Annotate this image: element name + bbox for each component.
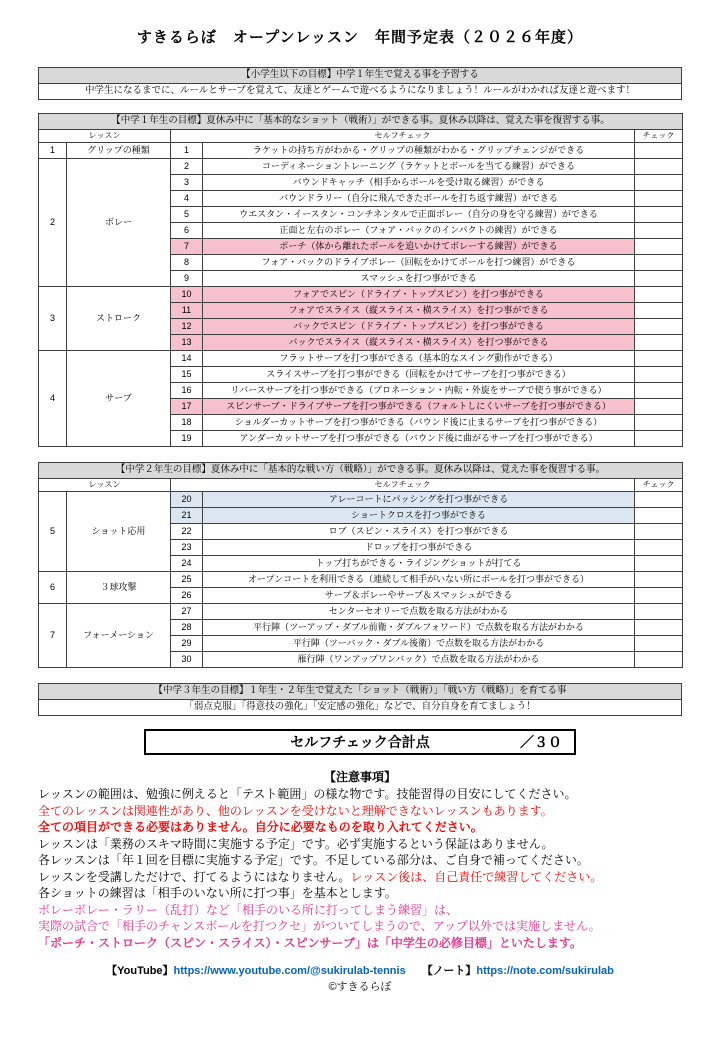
- check-cell: [635, 191, 683, 207]
- item-number-cell: 16: [171, 383, 203, 399]
- check-cell: [635, 431, 683, 447]
- item-number-cell: 13: [171, 335, 203, 351]
- item-text-cell: 平行陣（ツーバック・ダブル後衛）で点数を取る方法がわかる: [203, 636, 635, 652]
- elementary-goal-header: 【小学生以下の目標】中学１年生で覚える事を予習する: [39, 68, 682, 84]
- item-number-cell: 27: [171, 604, 203, 620]
- check-cell: [635, 652, 683, 668]
- note-text: ボレーボレー・ラリー（乱打）など「相手のいる所に打ってしまう練習」は、: [38, 902, 459, 917]
- note-text: レッスンの範囲は、勉強に例えると「テスト範囲」の様な物です。技能習得の目安にしてください。: [38, 787, 577, 801]
- item-text-cell: リバースサーブを打つ事ができる（プロネーション・内転・外旋をサーブで使う事ができる）: [203, 383, 635, 399]
- item-text-cell: スピンサーブ・ドライブサーブを打つ事ができる（フォルトしにくいサーブを打つ事ができる）: [203, 399, 635, 415]
- item-text-cell: 雁行陣（ワンアップワンバック）で点数を取る方法がわかる: [203, 652, 635, 668]
- item-text-cell: コーディネーショントレーニング（ラケットとボールを当てる練習）ができる: [203, 159, 635, 175]
- check-cell: [635, 508, 683, 524]
- notes-list: [38, 786, 682, 951]
- item-text-cell: ショートクロスを打つ事ができる: [203, 508, 635, 524]
- check-cell: [635, 223, 683, 239]
- lesson-number-cell: 5: [39, 492, 67, 572]
- note-line: [38, 819, 682, 836]
- check-cell: [635, 335, 683, 351]
- check-cell: [635, 383, 683, 399]
- item-number-cell: 22: [171, 524, 203, 540]
- item-number-cell: 15: [171, 367, 203, 383]
- copyright: ©すきるらぼ: [328, 981, 392, 993]
- item-text-cell: 正面と左右のボレー（フォア・バックのインパクトの練習）ができる: [203, 223, 635, 239]
- notes-section: [38, 769, 682, 951]
- note-link[interactable]: https://note.com/sukirulab: [476, 965, 614, 977]
- item-text-cell: フォアでスピン（ドライブ・トップスピン）を打つ事ができる: [203, 287, 635, 303]
- column-header-check: チェック: [635, 479, 683, 492]
- note-text: レッスンは「業務のスキマ時間に実施する予定」です。必ず実施するという保証はありません。: [38, 836, 554, 851]
- column-header-check: チェック: [635, 130, 683, 143]
- column-header-selfcheck: セルフチェック: [171, 479, 635, 492]
- lesson-name-cell: ストローク: [67, 287, 171, 351]
- item-number-cell: 6: [171, 223, 203, 239]
- note-line: [38, 786, 682, 803]
- check-cell: [635, 239, 683, 255]
- item-text-cell: ウエスタン・イースタン・コンチネンタルで正面ボレー（自分の身を守る練習）ができる: [203, 207, 635, 223]
- item-number-cell: 3: [171, 175, 203, 191]
- note-text: 各ショットの練習は「相手のいない所に打つ事」を基本とします。: [38, 886, 397, 900]
- item-number-cell: 20: [171, 492, 203, 508]
- check-cell: [635, 287, 683, 303]
- lesson-number-cell: 1: [39, 143, 67, 159]
- elementary-goal-table: [38, 67, 682, 100]
- grade1-table-body: [39, 143, 683, 447]
- note-text: 実際の試合で「相手のチャンスボールを打つクセ」がついてしまうので、アップ以外では実施しません。: [38, 919, 601, 933]
- note-line: [38, 836, 682, 853]
- note-text: 各レッスンは「年１回を目標に実施する予定」です。不足している部分は、ご自身で補ってください。: [38, 853, 589, 867]
- check-cell: [635, 319, 683, 335]
- selfcheck-total-score: ／３０: [520, 734, 562, 750]
- check-cell: [635, 143, 683, 159]
- item-number-cell: 2: [171, 159, 203, 175]
- column-header-lesson: レッスン: [39, 479, 171, 492]
- lesson-number-cell: 4: [39, 351, 67, 447]
- item-text-cell: ドロップを打つ事ができる: [203, 540, 635, 556]
- grade1-table: [38, 113, 683, 447]
- check-cell: [635, 540, 683, 556]
- item-number-cell: 19: [171, 431, 203, 447]
- lesson-name-cell: フォーメーション: [67, 604, 171, 668]
- item-number-cell: 23: [171, 540, 203, 556]
- column-header-selfcheck: セルフチェック: [171, 130, 635, 143]
- item-number-cell: 26: [171, 588, 203, 604]
- table-row: [39, 572, 683, 588]
- grade3-goal-table: [38, 683, 682, 716]
- check-cell: [635, 399, 683, 415]
- page-title: すきるらぼ オープンレッスン 年間予定表（２０２６年度）: [136, 29, 584, 46]
- check-cell: [635, 636, 683, 652]
- item-text-cell: スマッシュを打つ事ができる: [203, 271, 635, 287]
- check-cell: [635, 175, 683, 191]
- notes-title: 【注意事項】: [323, 770, 396, 784]
- check-cell: [635, 415, 683, 431]
- item-number-cell: 17: [171, 399, 203, 415]
- item-text-cell: バックでスライス（縦スライス・横スライス）を打つ事ができる: [203, 335, 635, 351]
- table-row: [39, 143, 683, 159]
- item-number-cell: 11: [171, 303, 203, 319]
- item-number-cell: 28: [171, 620, 203, 636]
- item-text-cell: ポーチ（体から離れたボールを追いかけてボレーする練習）ができる: [203, 239, 635, 255]
- lesson-name-cell: サーブ: [67, 351, 171, 447]
- grade2-goal-header: 【中学２年生の目標】夏休み中に「基本的な戦い方（戦略）」ができる事。夏休み以降は、覚えた事を復習する事。: [39, 463, 683, 479]
- selfcheck-total-label: セルフチェック合計点: [290, 734, 430, 750]
- note-text: レッスン後は、自己責任で練習してください。: [350, 869, 603, 884]
- note-text: レッスンを受講しただけで、打てるようにはなりません。: [38, 869, 351, 884]
- item-text-cell: バックでスピン（ドライブ・トップスピン）を打つ事ができる: [203, 319, 635, 335]
- grade1-goal-header: 【中学１年生の目標】夏休み中に「基本的なショット（戦術）」ができる事。夏休み以降は、覚えた事を復習する事。: [39, 114, 683, 130]
- check-cell: [635, 620, 683, 636]
- note-text: 「ポーチ・ストローク（スピン・スライス）・スピンサーブ」は「中学生の必修目標」といたします。: [38, 935, 582, 950]
- note-line: [38, 803, 682, 820]
- item-number-cell: 24: [171, 556, 203, 572]
- item-text-cell: バウンドキャッチ（相手からボールを受け取る練習）ができる: [203, 175, 635, 191]
- item-number-cell: 4: [171, 191, 203, 207]
- note-line: [38, 935, 682, 952]
- grade2-table: [38, 462, 683, 668]
- item-text-cell: ショルダーカットサーブを打つ事ができる（バウンド後に止まるサーブを打つ事ができる）: [203, 415, 635, 431]
- item-number-cell: 30: [171, 652, 203, 668]
- item-number-cell: 7: [171, 239, 203, 255]
- item-number-cell: 5: [171, 207, 203, 223]
- note-line: [38, 852, 682, 869]
- check-cell: [635, 588, 683, 604]
- lesson-number-cell: 2: [39, 159, 67, 287]
- check-cell: [635, 367, 683, 383]
- item-text-cell: オープンコートを利用できる（連続して相手がいない所にボールを打つ事ができる）: [203, 572, 635, 588]
- table-row: [39, 287, 683, 303]
- item-text-cell: トップ打ちができる・ライジングショットが打てる: [203, 556, 635, 572]
- lesson-number-cell: 7: [39, 604, 67, 668]
- check-cell: [635, 303, 683, 319]
- item-number-cell: 29: [171, 636, 203, 652]
- item-text-cell: アンダーカットサーブを打つ事ができる（バウンド後に曲がるサーブを打つ事ができる）: [203, 431, 635, 447]
- item-number-cell: 14: [171, 351, 203, 367]
- grade2-table-body: [39, 492, 683, 668]
- note-line: [38, 885, 682, 902]
- lesson-number-cell: 6: [39, 572, 67, 604]
- item-text-cell: センターセオリーで点数を取る方法がわかる: [203, 604, 635, 620]
- lesson-name-cell: グリップの種類: [67, 143, 171, 159]
- check-cell: [635, 492, 683, 508]
- check-cell: [635, 207, 683, 223]
- note-line: [38, 902, 682, 919]
- check-cell: [635, 271, 683, 287]
- elementary-goal-body: 中学生になるまでに、ルールとサーブを覚えて、友達とゲームで遊べるようになりましょう！ルールがわかれば友達と遊べます！: [39, 84, 682, 100]
- item-text-cell: アレーコートにパッシングを打つ事ができる: [203, 492, 635, 508]
- item-number-cell: 18: [171, 415, 203, 431]
- item-number-cell: 8: [171, 255, 203, 271]
- youtube-link[interactable]: https://www.youtube.com/@sukirulab-tennis: [173, 965, 406, 977]
- item-text-cell: ラケットの持ち方がわかる・グリップの種類がわかる・グリップチェンジができる: [203, 143, 635, 159]
- lesson-name-cell: ボレー: [67, 159, 171, 287]
- check-cell: [635, 159, 683, 175]
- check-cell: [635, 524, 683, 540]
- item-text-cell: ロブ（スピン・スライス）を打つ事ができる: [203, 524, 635, 540]
- check-cell: [635, 572, 683, 588]
- item-text-cell: フォアでスライス（縦スライス・横スライス）を打つ事ができる: [203, 303, 635, 319]
- item-number-cell: 25: [171, 572, 203, 588]
- table-row: [39, 492, 683, 508]
- item-number-cell: 10: [171, 287, 203, 303]
- item-number-cell: 9: [171, 271, 203, 287]
- footer: [38, 963, 682, 979]
- check-cell: [635, 351, 683, 367]
- note-label: 【ノート】: [421, 965, 477, 977]
- item-text-cell: 平行陣（ツーアップ・ダブル前衛・ダブルフォワード）で点数を取る方法がわかる: [203, 620, 635, 636]
- selfcheck-total-box: [144, 729, 576, 755]
- lesson-number-cell: 3: [39, 287, 67, 351]
- item-text-cell: フラットサーブを打つ事ができる（基本的なスイング動作ができる）: [203, 351, 635, 367]
- table-row: [39, 159, 683, 175]
- item-text-cell: サーブ＆ボレーやサーブ＆スマッシュができる: [203, 588, 635, 604]
- check-cell: [635, 556, 683, 572]
- column-header-lesson: レッスン: [39, 130, 171, 143]
- note-text: 全てのレッスンは関連性があり、他のレッスンを受けないと理解できないレッスンもあります。: [38, 803, 553, 818]
- lesson-name-cell: ３球攻撃: [67, 572, 171, 604]
- table-row: [39, 351, 683, 367]
- note-line: [38, 918, 682, 935]
- item-number-cell: 1: [171, 143, 203, 159]
- note-line: [38, 869, 682, 886]
- item-text-cell: バウンドラリー（自分に飛んできたボールを打ち返す練習）ができる: [203, 191, 635, 207]
- grade3-goal-header: 【中学３年生の目標】１年生・２年生で覚えた「ショット（戦術）」「戦い方（戦略）」を育てる事: [39, 684, 682, 700]
- table-row: [39, 604, 683, 620]
- item-number-cell: 12: [171, 319, 203, 335]
- item-text-cell: フォア・バックのドライブボレー（回転をかけてボールを打つ練習）ができる: [203, 255, 635, 271]
- check-cell: [635, 255, 683, 271]
- lesson-name-cell: ショット応用: [67, 492, 171, 572]
- item-text-cell: スライスサーブを打つ事ができる（回転をかけてサーブを打つ事ができる）: [203, 367, 635, 383]
- check-cell: [635, 604, 683, 620]
- grade3-goal-body: 「弱点克服」「得意技の強化」「安定感の強化」などで、自分自身を育てましょう！: [39, 700, 682, 716]
- youtube-label: 【YouTube】: [106, 965, 174, 977]
- note-text: 全ての項目ができる必要はありません。自分に必要なものを取り入れてください。: [38, 820, 483, 834]
- item-number-cell: 21: [171, 508, 203, 524]
